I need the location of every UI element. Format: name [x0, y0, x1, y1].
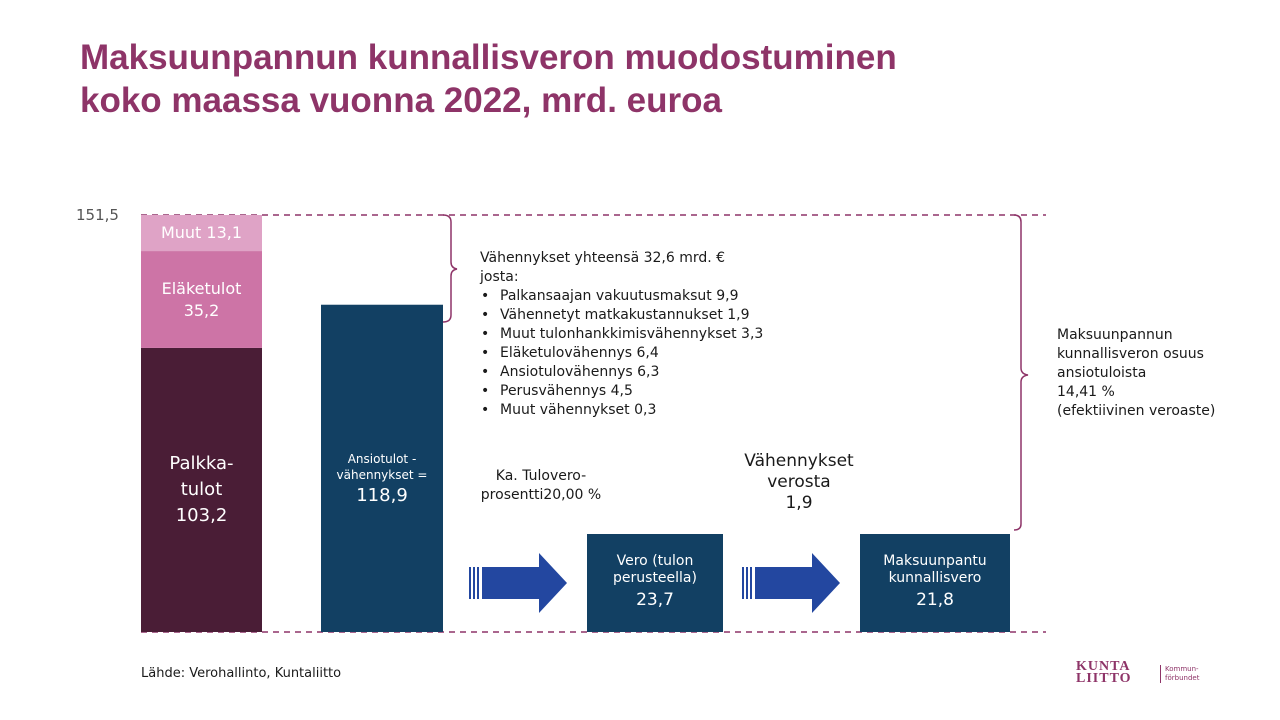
- source-note: Lähde: Verohallinto, Kuntaliitto: [141, 666, 342, 681]
- list-item: • Eläketulovähennys 6,4: [480, 344, 763, 363]
- list-item: • Muut tulonhankkimisvähennykset 3,3: [480, 325, 763, 344]
- kunnallisvero-value: 21,8: [916, 590, 954, 610]
- tax-share-line-1: Maksuunpannun: [1057, 327, 1173, 343]
- arrow-to-kunnallisvero-stripe: [746, 567, 748, 599]
- logo-word-line-2: LIITTO: [1076, 671, 1132, 686]
- tax-share-line-3: ansiotuloista: [1057, 365, 1147, 381]
- arrow-to-kunnallisvero-stripe: [750, 567, 752, 599]
- ansiotulot-value: 118,9: [356, 485, 408, 506]
- arrow-to-vero-head: [482, 553, 567, 613]
- axis-max-label: 151,5: [76, 206, 119, 224]
- deductions-subheading: josta:: [480, 269, 519, 285]
- arrow-to-vero-stripe: [469, 567, 471, 599]
- arrow-to-vero-stripe: [477, 567, 479, 599]
- tax-deductions-line-3: 1,9: [785, 493, 813, 513]
- muut-label: [141, 223, 262, 243]
- ansiotulot-label-line-1: Ansiotulot -: [347, 452, 417, 466]
- vero-label-line-2: perusteella): [613, 570, 697, 586]
- list-item: • Vähennetyt matkakustannukset 1,9: [480, 306, 763, 325]
- list-item: • Muut vähennykset 0,3: [480, 401, 763, 420]
- share-bracket: [1014, 215, 1028, 530]
- ansiotulot-label-line-2: vähennykset =: [336, 468, 428, 482]
- deductions-list: [480, 287, 763, 420]
- kunnallisvero-label: [860, 553, 1010, 613]
- arrow-to-kunnallisvero-stripe: [742, 567, 744, 599]
- elaketulot-label-line-1: Eläketulot: [161, 278, 242, 298]
- tax-deductions-note: [722, 451, 876, 514]
- elaketulot-label: [141, 278, 262, 322]
- palkkatulot-label-line-3: 103,2: [175, 504, 228, 526]
- logo-sub-line-2: förbundet: [1165, 674, 1200, 682]
- tax-rate-note: [456, 467, 626, 505]
- kunnallisvero-label-line-2: kunnallisvero: [888, 570, 982, 586]
- tax-share-note: [1057, 326, 1215, 421]
- logo-sub-line-1: Kommun-: [1165, 665, 1199, 673]
- vero-value: 23,7: [636, 590, 674, 610]
- arrow-to-vero-stripe: [473, 567, 475, 599]
- arrow-to-kunnallisvero: [742, 553, 840, 613]
- kuntaliitto-logo: [1076, 659, 1200, 686]
- tax-share-line-4: 14,41 %: [1057, 384, 1115, 400]
- list-item: • Palkansaajan vakuutusmaksut 9,9: [480, 287, 763, 306]
- logo-sub: [1160, 665, 1199, 683]
- arrow-to-vero: [469, 553, 567, 613]
- palkkatulot-label: [141, 451, 262, 529]
- deductions-heading: Vähennykset yhteensä 32,6 mrd. €: [480, 250, 726, 266]
- kunnallisvero-label-line-1: Maksuunpantu: [883, 553, 987, 569]
- vero-label: [587, 553, 723, 613]
- title-line-2: koko maassa vuonna 2022, mrd. euroa: [80, 81, 722, 120]
- arrow-to-kunnallisvero-head: [755, 553, 840, 613]
- logo-word-line-1: KUNTA: [1076, 659, 1131, 674]
- deductions-box: [480, 249, 763, 420]
- tax-share-line-2: kunnallisveron osuus: [1057, 346, 1204, 362]
- title-line-1: Maksuunpannun kunnallisveron muodostuminen: [80, 38, 897, 77]
- tax-share-line-5: (efektiivinen veroaste): [1057, 403, 1216, 419]
- palkkatulot-label-line-2: tulot: [180, 478, 223, 500]
- ansiotulot-label: [321, 451, 443, 509]
- list-item: • Perusvähennys 4,5: [480, 382, 763, 401]
- vero-label-line-1: Vero (tulon: [616, 553, 694, 569]
- deductions-bracket: [443, 215, 457, 322]
- palkkatulot-label-line-1: Palkka-: [169, 452, 234, 474]
- elaketulot-label-line-2: 35,2: [183, 300, 220, 320]
- tax-deductions-line-2: verosta: [767, 472, 831, 492]
- muut-label-line: Muut 13,1: [160, 223, 243, 243]
- tax-deductions-line-1: Vähennykset: [744, 451, 854, 471]
- tax-rate-line-2: prosentti20,00 %: [480, 487, 602, 503]
- tax-rate-line-1: Ka. Tulovero-: [495, 468, 587, 484]
- list-item: • Ansiotulovähennys 6,3: [480, 363, 763, 382]
